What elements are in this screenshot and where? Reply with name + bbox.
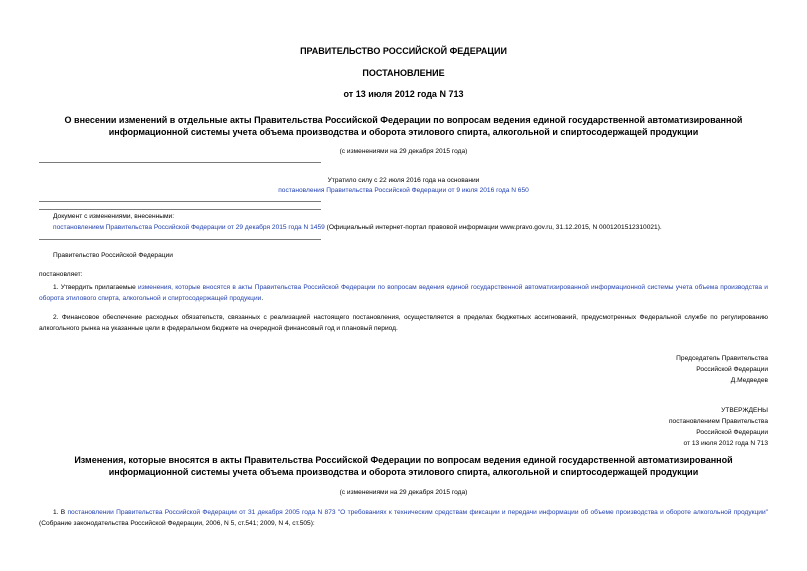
annex-title-line1: Изменения, которые вносятся в акты Правительства Российской Федерации по вопросам ведения единой государственной автоматизированной [74,455,733,465]
approved-country: Российской Федерации [696,429,768,436]
annex-paragraph-1 [39,507,768,529]
paragraph-2: 2. Финансовое обеспечение расходных обязательств, связанных с реализацией настоящего постановления, осуществляется в пределах бюджетных ассигнований, предусмотренных Федеральной службе по регулированию алкогольного рынка на указанные цели в федеральном бюджете на очередной финансовый год и плановый период. [39,314,768,332]
signature-title: Председатель Правительства [676,355,768,362]
changes-line [53,222,773,233]
changes-source: (Официальный интернет-портал правовой информации www.pravo.gov.ru, 31.12.2015, N 0001201512310021). [324,224,662,231]
annex-p1-start: 1. В [53,509,68,516]
annex-p1-end: (Собрание законодательства Российской Федерации, 2006, N 5, ст.541; 2009, N 4, ст.505): [39,520,315,527]
status-link[interactable]: постановления Правительства Российской Федерации от 9 июля 2016 года N 650 [278,187,529,194]
annex-title [0,454,807,478]
status-line: Утратило силу с 22 июля 2016 года на основании [327,177,480,184]
approved-by: постановлением Правительства [668,418,768,425]
changes-link[interactable]: постановлением Правительства Российской Федерации от 29 декабря 2015 года N 1459 [53,224,325,231]
amend-note: (с изменениями на 29 декабря 2015 года) [339,148,468,155]
paragraph-1 [39,282,768,304]
p1-end: . [261,295,264,302]
annex-title-line2: информационной системы учета объема производства и оборота этилового спирта, алкогольной и спиртосодержащей продукции [108,467,699,477]
annex-p1-link[interactable]: постановлении Правительства Российской Федерации от 31 декабря 2005 года N 873 "О требованиях к техническим средствам фиксации и передачи информации об объеме производства и обороте алкогольной продукции" [67,509,769,516]
divider [39,162,321,163]
doc-title-line2: информационной системы учета объема производства и оборота этилового спирта, алкогольной и спиртосодержащей продукции [108,127,699,137]
approved-label: УТВЕРЖДЕНЫ [721,407,768,414]
signature-name: Д.Медведев [730,377,768,384]
p1-link[interactable]: изменения, которые вносятся в акты Правительства Российской Федерации по вопросам ведения единой государственной автоматизированной информационной системы учета объема производства и оборота этилового спирта, алкогольной и спиртосодержащей продукции [39,284,768,302]
doc-type: ПОСТАНОВЛЕНИЕ [362,68,445,78]
changes-label: Документ с изменениями, внесенными: [53,213,175,220]
gov-name: Правительство Российской Федерации [53,252,173,259]
divider [39,209,321,210]
signature-block [676,353,768,386]
divider [39,239,321,240]
approved-date: от 13 июля 2012 года N 713 [683,440,768,447]
org-name: ПРАВИТЕЛЬСТВО РОССИЙСКОЙ ФЕДЕРАЦИИ [300,46,507,56]
doc-title [0,114,807,138]
annex-amend-note: (с изменениями на 29 декабря 2015 года) [339,489,468,496]
doc-title-line1: О внесении изменений в отдельные акты Правительства Российской Федерации по вопросам ведения единой государственной автоматизированной [64,115,743,125]
divider [39,201,321,202]
doc-date: от 13 июля 2012 года N 713 [343,89,464,99]
decree-word: постановляет: [39,271,83,278]
approved-block [669,405,768,449]
signature-country: Российской Федерации [696,366,768,373]
p1-start: 1. Утвердить прилагаемые [53,284,139,291]
